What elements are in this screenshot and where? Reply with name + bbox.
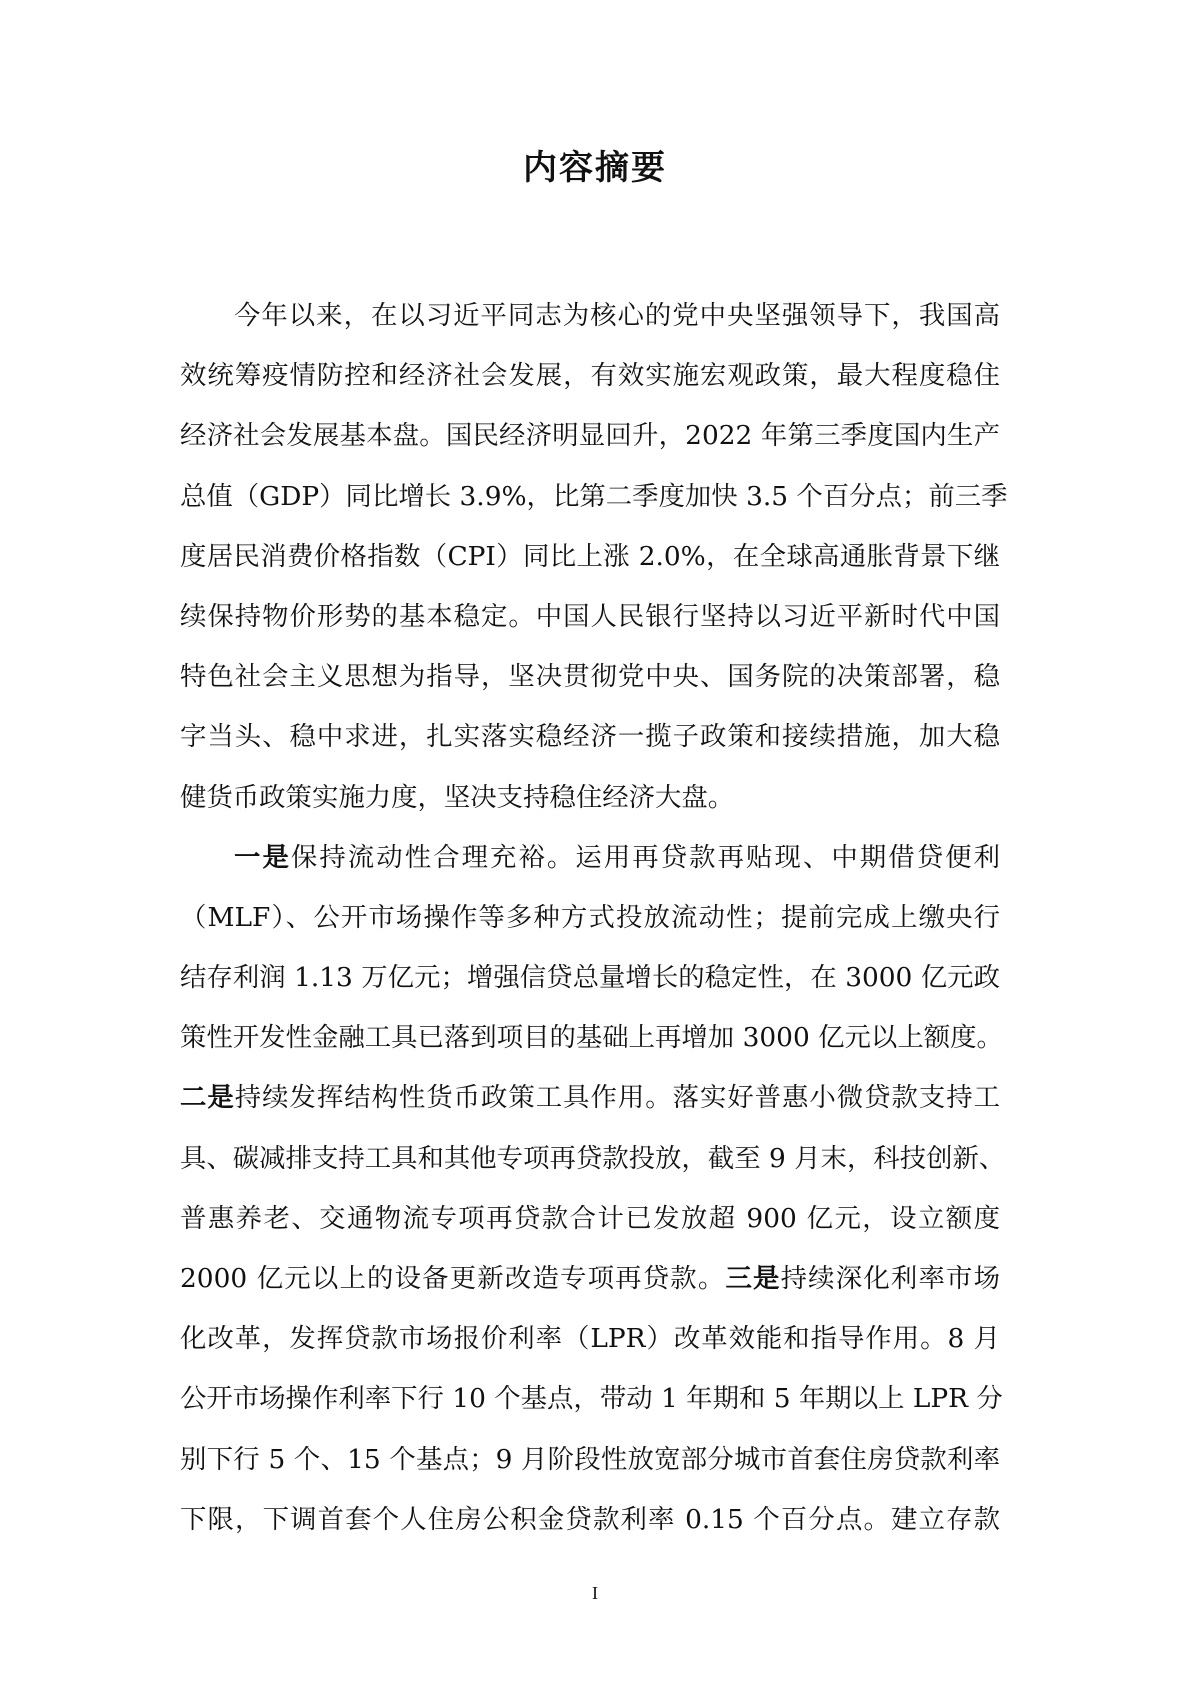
body-text xyxy=(180,286,1008,1550)
paragraph-line: 具、碳减排支持工具和其他专项再贷款投放，截至 9 月末，科技创新、 xyxy=(180,1142,1006,1174)
point-text: 2000 亿元以上的设备更新改造专项再贷款。 xyxy=(180,1263,726,1294)
paragraph-line: 效统筹疫情防控和经济社会发展，有效实施宏观政策，最大程度稳住 xyxy=(180,360,1000,392)
paragraph-line: 今年以来，在以习近平同志为核心的党中央坚强领导下，我国高 xyxy=(234,300,1000,331)
paragraph-line: 策性开发性金融工具已落到项目的基础上再增加 3000 亿元以上额度。 xyxy=(180,1022,1003,1054)
point-text: 持续发挥结构性货币政策工具作用。落实好普惠小微贷款支持工 xyxy=(234,1082,1001,1114)
paragraph-line: 总值（GDP）同比增长 3.9%，比第二季度加快 3.5 个百分点；前三季 xyxy=(180,480,1008,512)
paragraph-line: 公开市场操作利率下行 10 个基点，带动 1 年期和 5 年期以上 LPR 分 xyxy=(180,1383,1003,1415)
paragraph-line xyxy=(180,828,1000,888)
paragraph-line: 化改革，发挥贷款市场报价利率（LPR）改革效能和指导作用。8 月 xyxy=(180,1323,1000,1355)
paragraph-line: 健货币政策实施力度，坚决支持稳住经济大盘。 xyxy=(180,781,735,813)
paragraph-line: 经济社会发展基本盘。国民经济明显回升，2022 年第三季度国内生产 xyxy=(180,420,1000,452)
paragraph-line: （MLF）、公开市场操作等多种方式投放流动性；提前完成上缴央行 xyxy=(180,901,1000,933)
point-text: 持续深化利率市场 xyxy=(780,1263,1001,1294)
paragraph-line: 结存利润 1.13 万亿元；增强信贷总量增长的稳定性，在 3000 亿元政 xyxy=(180,962,1000,994)
paragraph-line xyxy=(180,1068,1000,1128)
paragraph-line: 普惠养老、交通物流专项再贷款合计已发放超 900 亿元，设立额度 xyxy=(180,1202,1000,1234)
page-number: I xyxy=(592,1583,598,1603)
point-text: 保持流动性合理充裕。运用再贷款再贴现、中期借贷便利 xyxy=(290,841,1001,873)
point-label-third: 三是 xyxy=(725,1263,781,1294)
paragraph-line xyxy=(180,1249,1000,1309)
point-label-first: 一是 xyxy=(234,841,291,873)
paragraph-line: 下限，下调首套个人住房公积金贷款利率 0.15 个百分点。建立存款 xyxy=(180,1503,1000,1535)
paragraph-line: 别下行 5 个、15 个基点；9 月阶段性放宽部分城市首套住房贷款利率 xyxy=(180,1443,1000,1475)
paragraph-line: 字当头、稳中求进，扎实落实稳经济一揽子政策和接续措施，加大稳 xyxy=(180,721,1000,753)
point-label-second: 二是 xyxy=(180,1082,235,1114)
paragraph-line: 续保持物价形势的基本稳定。中国人民银行坚持以习近平新时代中国 xyxy=(180,600,1000,632)
paragraph-line: 特色社会主义思想为指导，坚决贯彻党中央、国务院的决策部署，稳 xyxy=(180,661,1000,693)
paragraph-line: 度居民消费价格指数（CPI）同比上涨 2.0%，在全球高通胀背景下继 xyxy=(180,540,1000,572)
page-title: 内容摘要 xyxy=(523,148,667,188)
